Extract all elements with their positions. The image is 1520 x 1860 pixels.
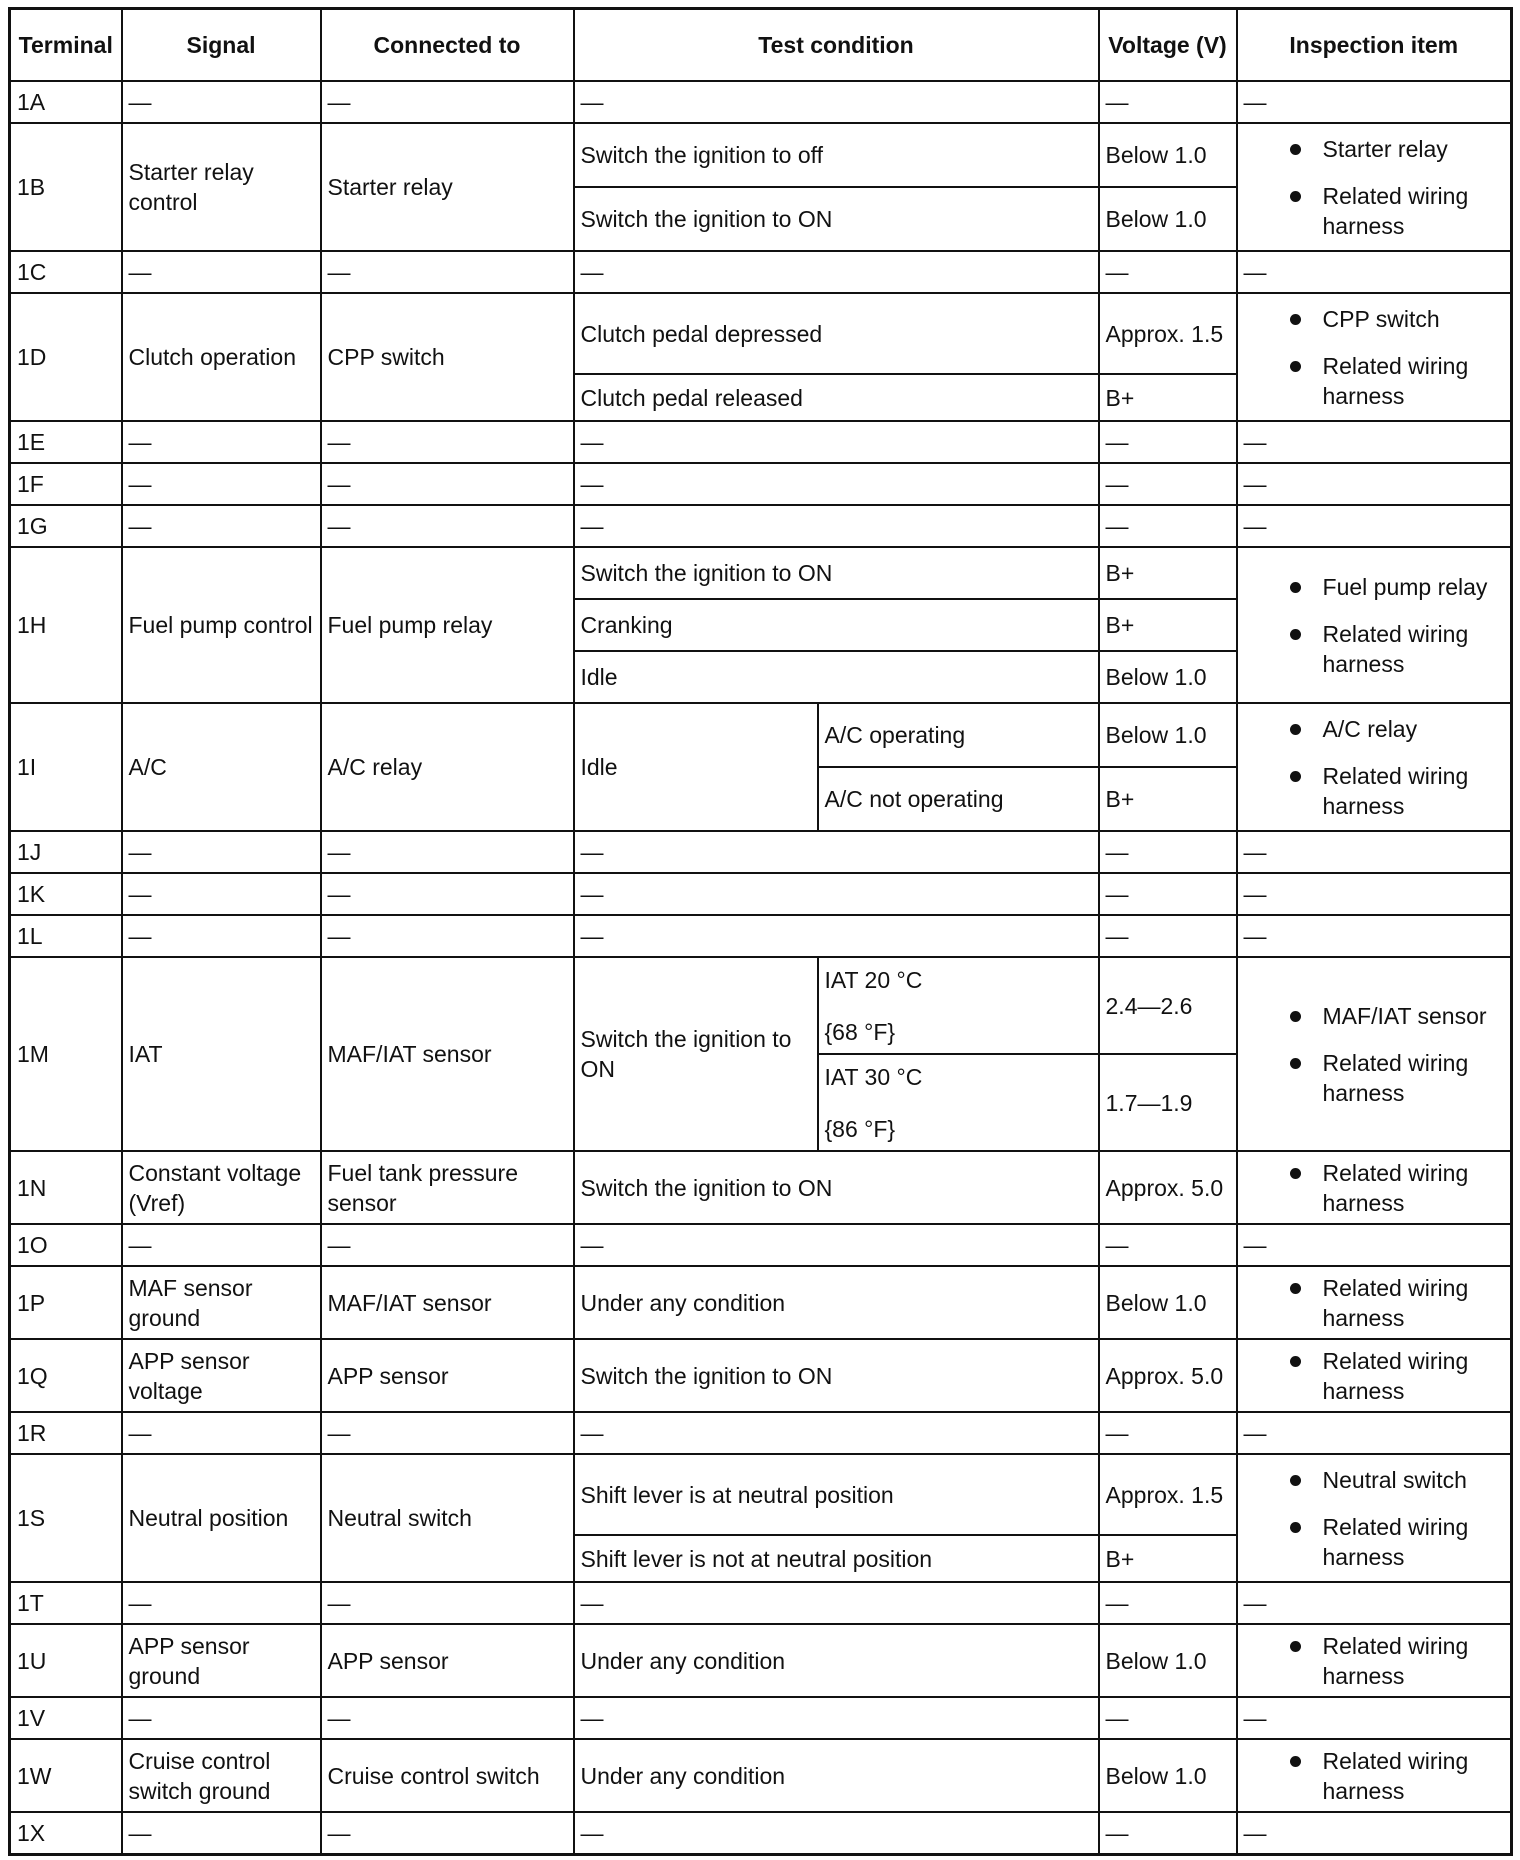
test-condition-cell: — — [574, 1582, 1099, 1624]
voltage-cell: Below 1.0 — [1099, 187, 1237, 251]
terminal-cell: 1G — [10, 505, 122, 547]
terminal-cell: 1E — [10, 421, 122, 463]
inspection-list — [1244, 1273, 1505, 1333]
inspection-item: Related wiring harness — [1244, 351, 1505, 411]
sub-condition-cell — [818, 1054, 1099, 1151]
terminal-cell: 1K — [10, 873, 122, 915]
terminal-cell: 1L — [10, 915, 122, 957]
table-row — [10, 873, 1512, 915]
test-condition-cell: Idle — [574, 703, 818, 831]
inspection-list — [1244, 1158, 1505, 1218]
inspection-cell: — — [1237, 1224, 1512, 1266]
table-row — [10, 1454, 1512, 1535]
terminal-cell: 1J — [10, 831, 122, 873]
table-row — [10, 1582, 1512, 1624]
voltage-cell: Below 1.0 — [1099, 703, 1237, 767]
connected-to-cell: Starter relay — [321, 123, 574, 251]
inspection-item: Related wiring harness — [1244, 1631, 1505, 1691]
signal-cell: — — [122, 251, 321, 293]
inspection-cell: — — [1237, 873, 1512, 915]
test-condition-cell: Under any condition — [574, 1624, 1099, 1697]
inspection-item: Related wiring harness — [1244, 1512, 1505, 1572]
test-condition-cell: Under any condition — [574, 1739, 1099, 1812]
test-condition-cell: Under any condition — [574, 1266, 1099, 1339]
voltage-cell: Approx. 5.0 — [1099, 1339, 1237, 1412]
inspection-cell: — — [1237, 81, 1512, 123]
header-test-condition: Test condition — [574, 9, 1099, 82]
voltage-cell: — — [1099, 421, 1237, 463]
inspection-cell — [1237, 1454, 1512, 1582]
connected-to-cell: — — [321, 1412, 574, 1454]
terminal-cell: 1V — [10, 1697, 122, 1739]
inspection-item: CPP switch — [1244, 304, 1505, 334]
voltage-cell: — — [1099, 915, 1237, 957]
test-condition-cell: — — [574, 1812, 1099, 1854]
test-condition-cell: Shift lever is at neutral position — [574, 1454, 1099, 1535]
table-row — [10, 1624, 1512, 1697]
table-row — [10, 505, 1512, 547]
connected-to-cell: — — [321, 1224, 574, 1266]
signal-cell: — — [122, 1582, 321, 1624]
test-condition-cell: — — [574, 1697, 1099, 1739]
voltage-cell: — — [1099, 251, 1237, 293]
connected-to-cell: — — [321, 505, 574, 547]
inspection-item: Related wiring harness — [1244, 181, 1505, 241]
connected-to-cell: — — [321, 251, 574, 293]
header-signal: Signal — [122, 9, 321, 82]
connected-to-cell: — — [321, 915, 574, 957]
terminal-cell: 1W — [10, 1739, 122, 1812]
signal-cell: — — [122, 463, 321, 505]
voltage-cell: — — [1099, 1412, 1237, 1454]
table-row — [10, 915, 1512, 957]
voltage-cell: — — [1099, 1582, 1237, 1624]
connected-to-cell: CPP switch — [321, 293, 574, 421]
terminal-cell: 1R — [10, 1412, 122, 1454]
voltage-cell: — — [1099, 81, 1237, 123]
inspection-list — [1244, 1465, 1505, 1572]
terminal-cell: 1M — [10, 957, 122, 1151]
inspection-cell — [1237, 293, 1512, 421]
inspection-list — [1244, 304, 1505, 411]
inspection-cell — [1237, 957, 1512, 1151]
test-condition-cell: Switch the ignition to ON — [574, 1151, 1099, 1224]
signal-cell: — — [122, 1812, 321, 1854]
terminal-cell: 1D — [10, 293, 122, 421]
connected-to-cell: MAF/IAT sensor — [321, 957, 574, 1151]
terminal-cell: 1Q — [10, 1339, 122, 1412]
voltage-cell: B+ — [1099, 767, 1237, 831]
test-condition-cell: — — [574, 251, 1099, 293]
terminal-cell: 1C — [10, 251, 122, 293]
inspection-item: A/C relay — [1244, 714, 1505, 744]
terminal-cell: 1U — [10, 1624, 122, 1697]
sub-condition-cell — [818, 957, 1099, 1054]
connected-to-cell: — — [321, 1697, 574, 1739]
table-row — [10, 421, 1512, 463]
inspection-item: MAF/IAT sensor — [1244, 1001, 1505, 1031]
inspection-list — [1244, 1001, 1505, 1108]
voltage-cell: B+ — [1099, 1535, 1237, 1582]
voltage-cell: Approx. 5.0 — [1099, 1151, 1237, 1224]
connected-to-cell: — — [321, 1812, 574, 1854]
terminal-cell: 1A — [10, 81, 122, 123]
inspection-cell: — — [1237, 1412, 1512, 1454]
header-voltage: Voltage (V) — [1099, 9, 1237, 82]
table-row — [10, 1151, 1512, 1224]
table-row — [10, 123, 1512, 187]
test-condition-cell: — — [574, 1412, 1099, 1454]
voltage-cell: — — [1099, 505, 1237, 547]
signal-cell: APP sensor voltage — [122, 1339, 321, 1412]
signal-cell: — — [122, 1412, 321, 1454]
inspection-item: Related wiring harness — [1244, 1746, 1505, 1806]
signal-cell: Constant voltage (Vref) — [122, 1151, 321, 1224]
test-condition-cell: Idle — [574, 651, 1099, 703]
test-condition-cell: Switch the ignition to ON — [574, 957, 818, 1151]
terminal-cell: 1I — [10, 703, 122, 831]
table-row — [10, 293, 1512, 374]
header-inspection-item: Inspection item — [1237, 9, 1512, 82]
signal-cell: Fuel pump control — [122, 547, 321, 703]
inspection-list — [1244, 714, 1505, 821]
table-row — [10, 1339, 1512, 1412]
voltage-cell: — — [1099, 1224, 1237, 1266]
voltage-cell: Below 1.0 — [1099, 1266, 1237, 1339]
connected-to-cell: APP sensor — [321, 1624, 574, 1697]
table-row — [10, 1266, 1512, 1339]
header-row — [10, 9, 1512, 82]
table-row — [10, 831, 1512, 873]
table-row — [10, 463, 1512, 505]
voltage-cell: Below 1.0 — [1099, 1739, 1237, 1812]
test-condition-cell: — — [574, 421, 1099, 463]
terminal-voltage-table — [8, 7, 1513, 1856]
test-condition-cell: Clutch pedal released — [574, 374, 1099, 421]
test-condition-cell: Switch the ignition to ON — [574, 187, 1099, 251]
signal-cell: — — [122, 421, 321, 463]
signal-cell: — — [122, 915, 321, 957]
voltage-cell: B+ — [1099, 547, 1237, 599]
inspection-item: Starter relay — [1244, 134, 1505, 164]
signal-cell: MAF sensor ground — [122, 1266, 321, 1339]
terminal-cell: 1B — [10, 123, 122, 251]
inspection-list — [1244, 1746, 1505, 1806]
inspection-item: Related wiring harness — [1244, 1346, 1505, 1406]
inspection-list — [1244, 1346, 1505, 1406]
terminal-cell: 1O — [10, 1224, 122, 1266]
voltage-cell: B+ — [1099, 599, 1237, 651]
terminal-cell: 1X — [10, 1812, 122, 1854]
signal-cell: Starter relay control — [122, 123, 321, 251]
inspection-cell: — — [1237, 1582, 1512, 1624]
voltage-cell: Below 1.0 — [1099, 651, 1237, 703]
terminal-voltage-table-sheet — [8, 7, 1513, 1856]
inspection-item: Fuel pump relay — [1244, 572, 1505, 602]
terminal-cell: 1S — [10, 1454, 122, 1582]
test-condition-cell: Switch the ignition to ON — [574, 547, 1099, 599]
sub-condition-temp-f: {68 °F} — [824, 1018, 896, 1045]
test-condition-cell: Clutch pedal depressed — [574, 293, 1099, 374]
inspection-cell — [1237, 123, 1512, 251]
inspection-cell — [1237, 1739, 1512, 1812]
sub-condition-temp-c: IAT 30 °C — [824, 1063, 923, 1090]
test-condition-cell: — — [574, 873, 1099, 915]
connected-to-cell: A/C relay — [321, 703, 574, 831]
test-condition-cell: — — [574, 81, 1099, 123]
inspection-item: Related wiring harness — [1244, 1048, 1505, 1108]
inspection-cell — [1237, 703, 1512, 831]
test-condition-cell: — — [574, 463, 1099, 505]
signal-cell: — — [122, 831, 321, 873]
signal-cell: — — [122, 873, 321, 915]
connected-to-cell: — — [321, 873, 574, 915]
signal-cell: IAT — [122, 957, 321, 1151]
voltage-cell: Approx. 1.5 — [1099, 1454, 1237, 1535]
sub-condition-cell: A/C operating — [818, 703, 1099, 767]
test-condition-cell: Switch the ignition to off — [574, 123, 1099, 187]
test-condition-cell: — — [574, 831, 1099, 873]
connected-to-cell: MAF/IAT sensor — [321, 1266, 574, 1339]
inspection-cell — [1237, 1624, 1512, 1697]
test-condition-cell: Shift lever is not at neutral position — [574, 1535, 1099, 1582]
voltage-cell: — — [1099, 1697, 1237, 1739]
connected-to-cell: APP sensor — [321, 1339, 574, 1412]
inspection-cell: — — [1237, 1697, 1512, 1739]
terminal-cell: 1T — [10, 1582, 122, 1624]
signal-cell: Clutch operation — [122, 293, 321, 421]
voltage-cell: Below 1.0 — [1099, 123, 1237, 187]
inspection-cell — [1237, 547, 1512, 703]
connected-to-cell: — — [321, 81, 574, 123]
connected-to-cell: Cruise control switch — [321, 1739, 574, 1812]
connected-to-cell: — — [321, 421, 574, 463]
test-condition-cell: Cranking — [574, 599, 1099, 651]
connected-to-cell: — — [321, 831, 574, 873]
signal-cell: Cruise control switch ground — [122, 1739, 321, 1812]
signal-cell: — — [122, 81, 321, 123]
inspection-item: Related wiring harness — [1244, 761, 1505, 821]
inspection-item: Related wiring harness — [1244, 1158, 1505, 1218]
inspection-cell — [1237, 1266, 1512, 1339]
sub-condition-temp-f: {86 °F} — [824, 1115, 896, 1142]
connected-to-cell: Neutral switch — [321, 1454, 574, 1582]
test-condition-cell: — — [574, 1224, 1099, 1266]
connected-to-cell: Fuel tank pressure sensor — [321, 1151, 574, 1224]
inspection-item: Neutral switch — [1244, 1465, 1505, 1495]
table-row — [10, 547, 1512, 599]
table-row — [10, 1812, 1512, 1854]
signal-cell: Neutral position — [122, 1454, 321, 1582]
table-row — [10, 81, 1512, 123]
voltage-cell: — — [1099, 831, 1237, 873]
voltage-cell: — — [1099, 873, 1237, 915]
voltage-cell: B+ — [1099, 374, 1237, 421]
inspection-cell — [1237, 1151, 1512, 1224]
signal-cell: APP sensor ground — [122, 1624, 321, 1697]
sub-condition-cell: A/C not operating — [818, 767, 1099, 831]
sub-condition-temp-c: IAT 20 °C — [824, 966, 923, 993]
table-row — [10, 703, 1512, 767]
connected-to-cell: Fuel pump relay — [321, 547, 574, 703]
header-terminal: Terminal — [10, 9, 122, 82]
voltage-cell: — — [1099, 1812, 1237, 1854]
inspection-cell: — — [1237, 1812, 1512, 1854]
signal-cell: A/C — [122, 703, 321, 831]
connected-to-cell: — — [321, 1582, 574, 1624]
header-connected-to: Connected to — [321, 9, 574, 82]
voltage-cell: 2.4—2.6 — [1099, 957, 1237, 1054]
table-row — [10, 1412, 1512, 1454]
voltage-cell: Below 1.0 — [1099, 1624, 1237, 1697]
voltage-cell: — — [1099, 463, 1237, 505]
terminal-cell: 1P — [10, 1266, 122, 1339]
terminal-cell: 1N — [10, 1151, 122, 1224]
terminal-cell: 1H — [10, 547, 122, 703]
terminal-cell: 1F — [10, 463, 122, 505]
test-condition-cell: — — [574, 915, 1099, 957]
table-row — [10, 1224, 1512, 1266]
table-row — [10, 251, 1512, 293]
signal-cell: — — [122, 1697, 321, 1739]
test-condition-cell: — — [574, 505, 1099, 547]
table-row — [10, 1739, 1512, 1812]
voltage-cell: 1.7—1.9 — [1099, 1054, 1237, 1151]
inspection-cell: — — [1237, 505, 1512, 547]
signal-cell: — — [122, 1224, 321, 1266]
inspection-cell: — — [1237, 463, 1512, 505]
inspection-item: Related wiring harness — [1244, 1273, 1505, 1333]
connected-to-cell: — — [321, 463, 574, 505]
signal-cell: — — [122, 505, 321, 547]
inspection-cell: — — [1237, 831, 1512, 873]
inspection-cell: — — [1237, 421, 1512, 463]
inspection-cell: — — [1237, 915, 1512, 957]
inspection-list — [1244, 134, 1505, 241]
test-condition-cell: Switch the ignition to ON — [574, 1339, 1099, 1412]
inspection-list — [1244, 1631, 1505, 1691]
inspection-cell — [1237, 1339, 1512, 1412]
voltage-cell: Approx. 1.5 — [1099, 293, 1237, 374]
inspection-cell: — — [1237, 251, 1512, 293]
table-row — [10, 1697, 1512, 1739]
inspection-list — [1244, 572, 1505, 679]
inspection-item: Related wiring harness — [1244, 619, 1505, 679]
table-row — [10, 957, 1512, 1054]
